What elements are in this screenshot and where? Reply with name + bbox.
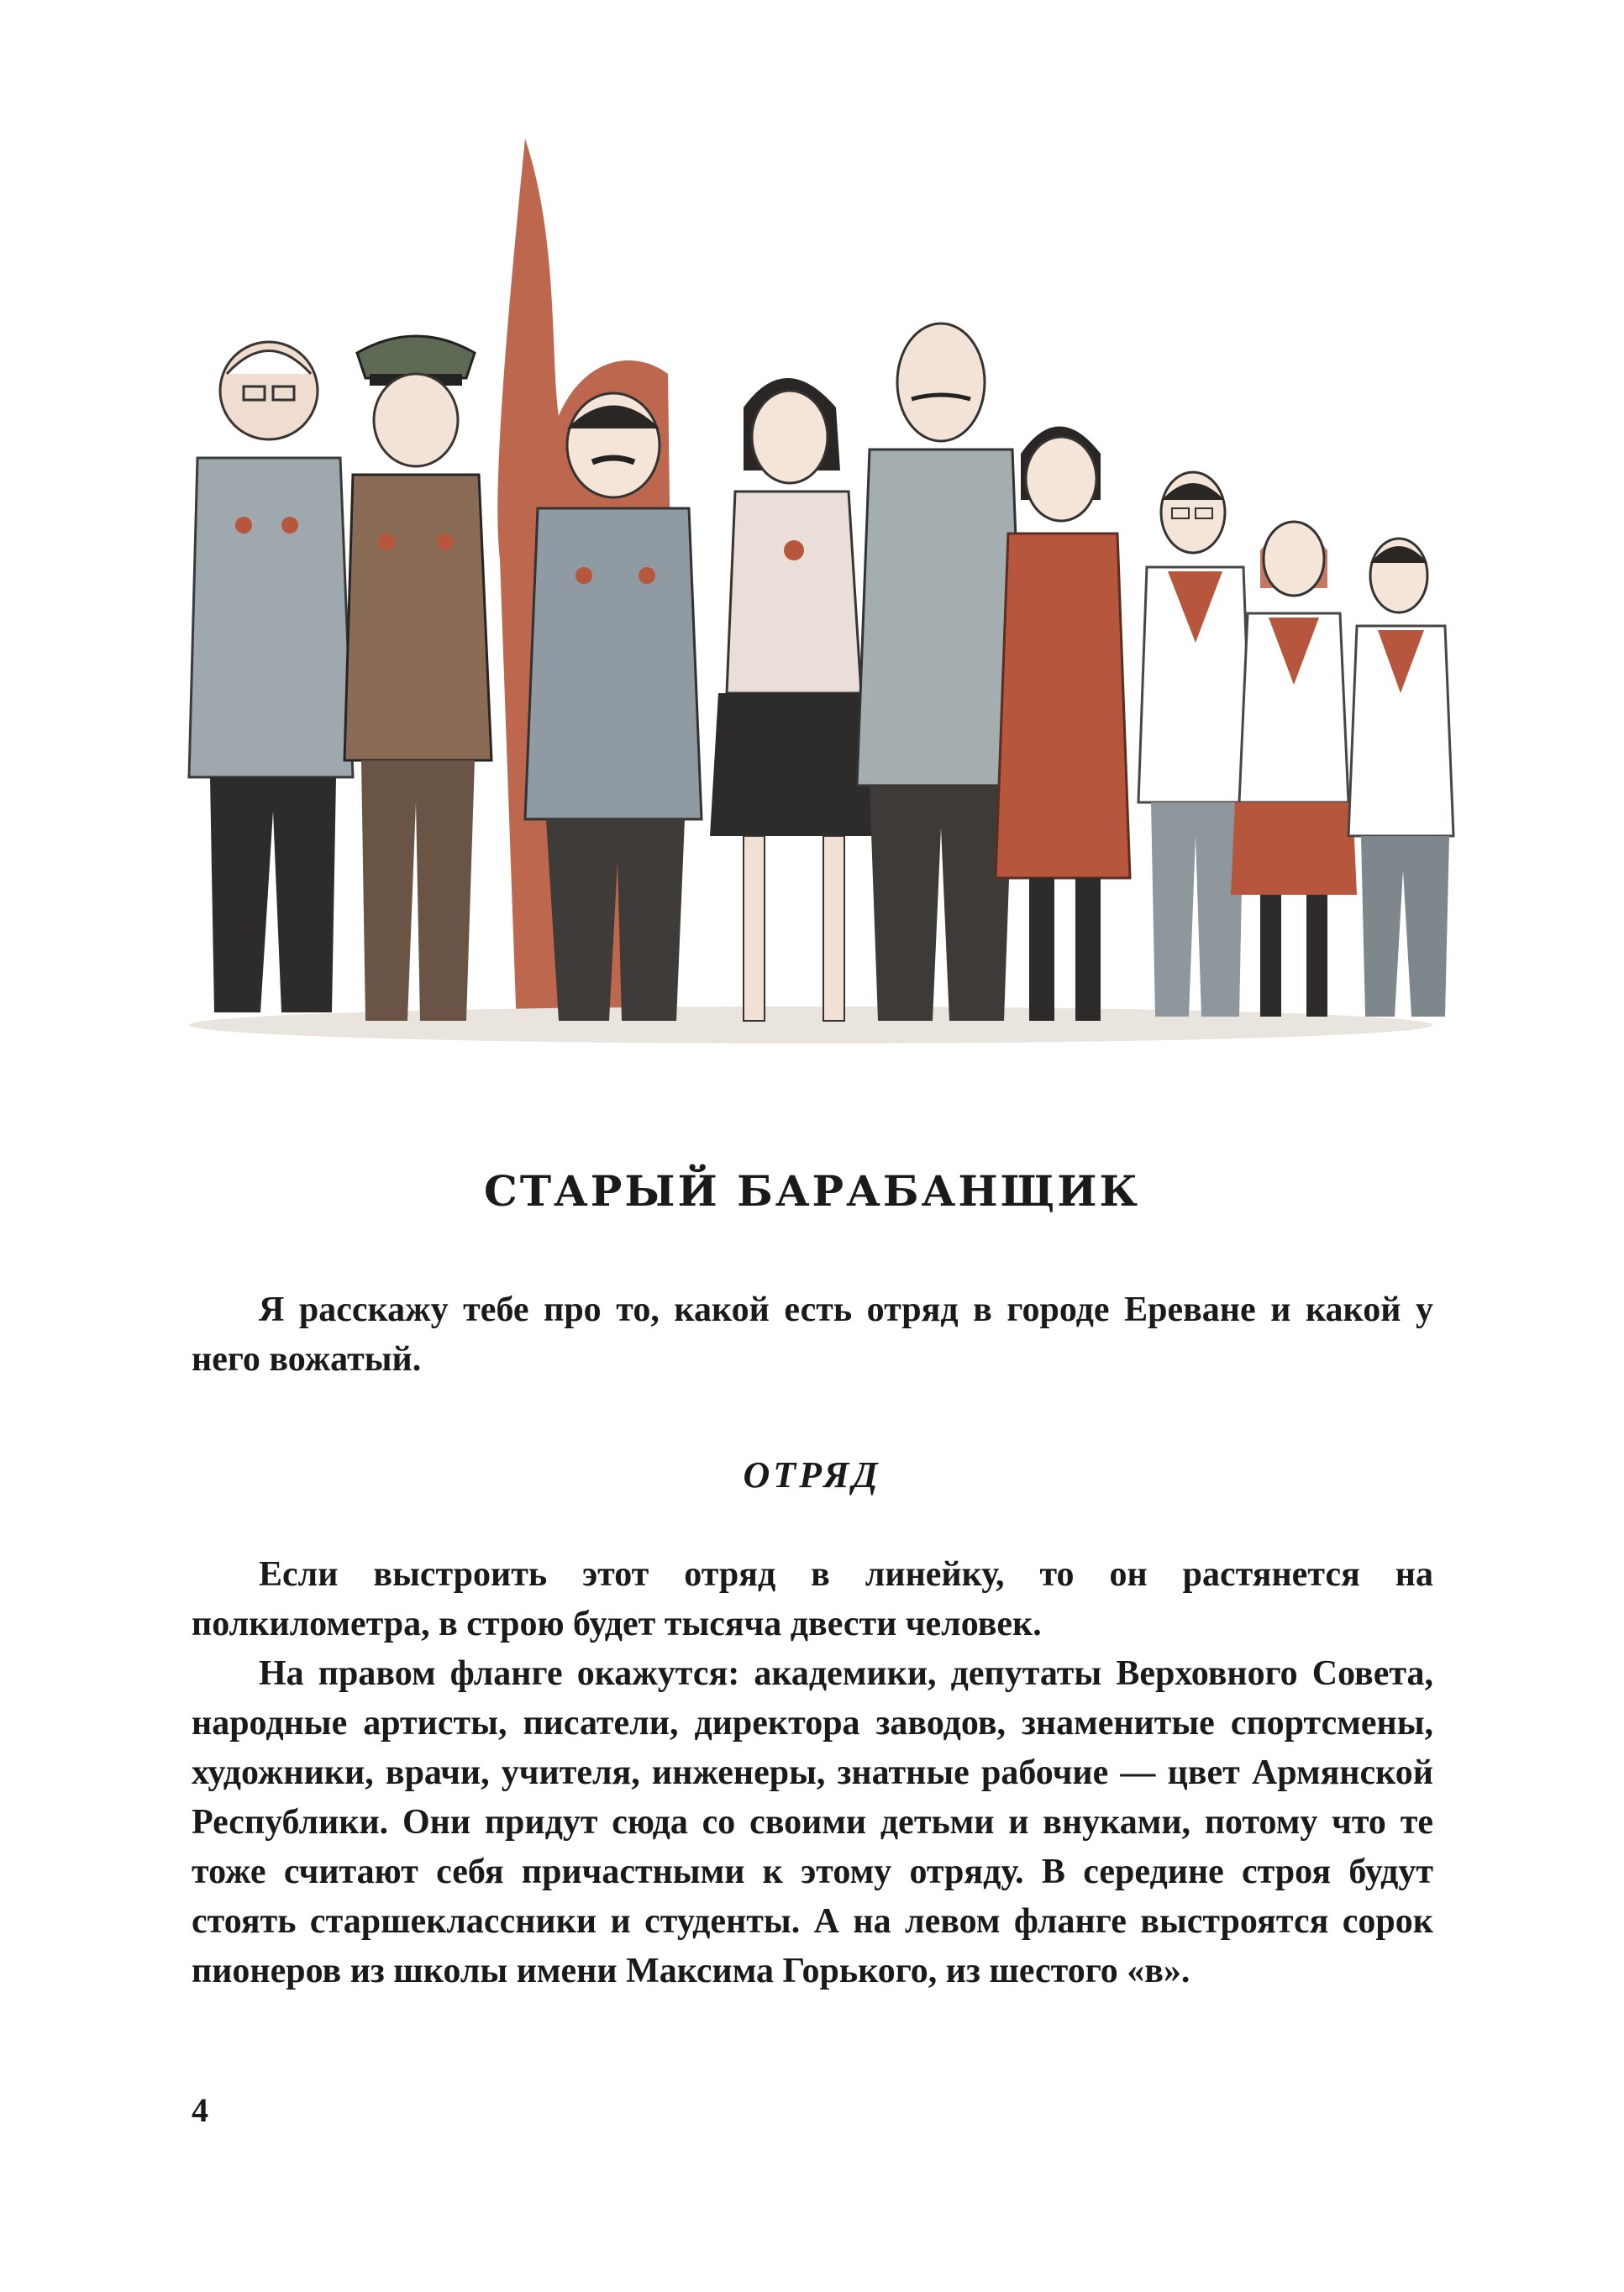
pioneer-boy-with-glasses-figure	[1138, 472, 1252, 1017]
pioneer-girl-figure	[1231, 522, 1357, 1017]
elderly-man-figure	[189, 342, 353, 1012]
body-paragraph: На правом фланге окажутся: академики, депутаты Верховного Совета, народные артисты, писатели, директора заводов, знаменитые спортсмены, художники, врачи, учителя, инженеры, знатные рабочие — цвет Армянской Республики. Они придут сюда со своими детьми и внуками, потому что те тоже считают себя причастными к этому отряду. В середине строя будут стоять старшеклассники и студенты. А на левом фланге выстроятся сорок пионеров из школы имени Максима Горького, из шестого «в».	[192, 1654, 1433, 1990]
chapter-title: СТАРЫЙ БАРАБАНЩИК	[484, 1166, 1140, 1216]
section-heading: ОТРЯД	[743, 1454, 881, 1496]
page-number: 4	[192, 2091, 208, 2129]
military-officer-figure	[344, 336, 491, 1021]
pioneer-boy-figure	[1348, 539, 1453, 1017]
group-portrait-illustration	[164, 139, 1462, 1063]
tall-man-figure	[857, 323, 1025, 1021]
intro-paragraph: Я расскажу тебе про то, какой есть отряд в городе Ереване и какой у него вожатый.	[192, 1291, 1433, 1379]
woman-figure	[710, 378, 878, 1021]
body-paragraph: Если выстроить этот отряд в линейку, то он растянется на полкилометра, в строю будет тысяча двести человек.	[192, 1555, 1433, 1643]
